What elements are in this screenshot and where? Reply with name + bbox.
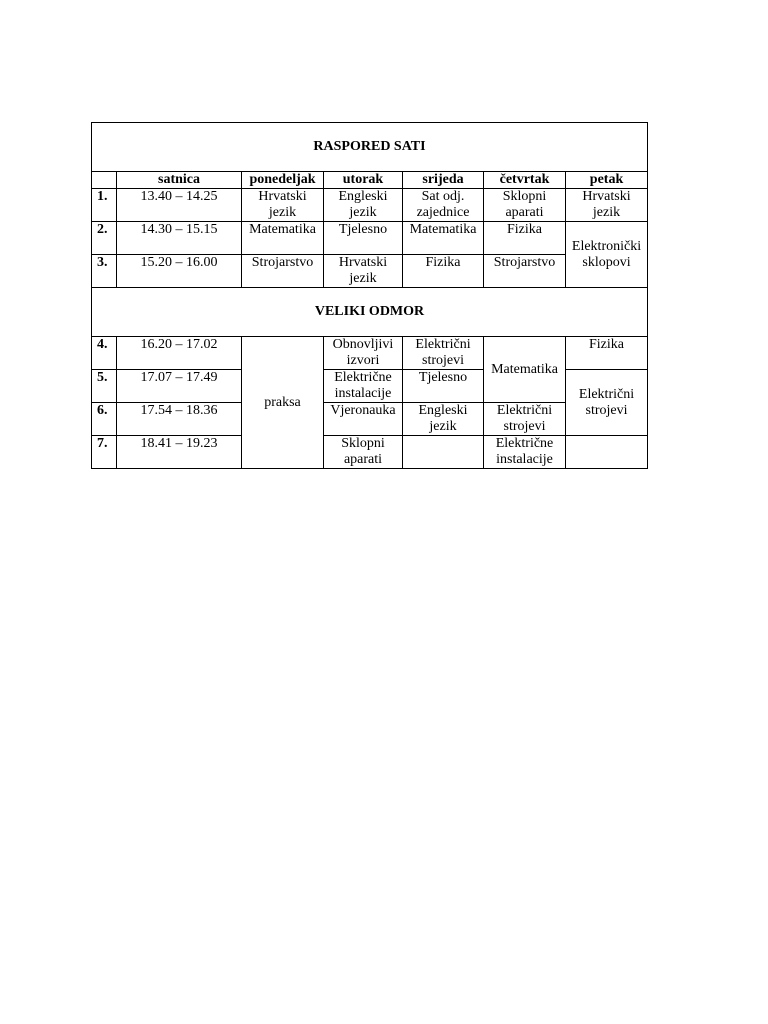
cell-friday <box>566 436 648 469</box>
table-row <box>92 337 648 370</box>
header-cell-friday: petak <box>566 172 648 189</box>
schedule-table <box>91 122 648 469</box>
cell-thursday: Strojarstvo <box>484 255 566 288</box>
cell-friday: Fizika <box>566 337 648 370</box>
header-cell-tuesday: utorak <box>324 172 403 189</box>
cell-wednesday <box>403 436 484 469</box>
header-cell-wednesday: srijeda <box>403 172 484 189</box>
table-row <box>92 403 648 436</box>
break-label: VELIKI ODMOR <box>92 288 648 337</box>
cell-thursday: Električni strojevi <box>484 403 566 436</box>
cell-monday: Matematika <box>242 222 324 255</box>
cell-wednesday: Tjelesno <box>403 370 484 403</box>
period-number: 2. <box>92 222 117 255</box>
table-row <box>92 189 648 222</box>
schedule-title: RASPORED SATI <box>92 123 648 172</box>
cell-tuesday: Električne instalacije <box>324 370 403 403</box>
cell-friday: Elektronički sklopovi <box>566 222 648 288</box>
cell-monday: praksa <box>242 337 324 469</box>
cell-wednesday: Fizika <box>403 255 484 288</box>
cell-tuesday: Vjeronauka <box>324 403 403 436</box>
cell-wednesday: Električni strojevi <box>403 337 484 370</box>
period-number: 5. <box>92 370 117 403</box>
period-time: 17.54 – 18.36 <box>117 403 242 436</box>
period-number: 1. <box>92 189 117 222</box>
cell-monday: Hrvatski jezik <box>242 189 324 222</box>
period-time: 17.07 – 17.49 <box>117 370 242 403</box>
header-cell-thursday: četvrtak <box>484 172 566 189</box>
header-cell-monday: ponedeljak <box>242 172 324 189</box>
cell-tuesday: Obnovljivi izvori <box>324 337 403 370</box>
table-row <box>92 222 648 255</box>
period-number: 4. <box>92 337 117 370</box>
cell-friday: Električni strojevi <box>566 370 648 436</box>
cell-thursday: Sklopni aparati <box>484 189 566 222</box>
header-row <box>92 172 648 189</box>
period-time: 15.20 – 16.00 <box>117 255 242 288</box>
table-row <box>92 436 648 469</box>
cell-tuesday: Sklopni aparati <box>324 436 403 469</box>
cell-tuesday: Engleski jezik <box>324 189 403 222</box>
cell-thursday: Fizika <box>484 222 566 255</box>
cell-tuesday: Hrvatski jezik <box>324 255 403 288</box>
cell-friday: Hrvatski jezik <box>566 189 648 222</box>
header-cell-number <box>92 172 117 189</box>
period-time: 14.30 – 15.15 <box>117 222 242 255</box>
cell-monday: Strojarstvo <box>242 255 324 288</box>
period-time: 16.20 – 17.02 <box>117 337 242 370</box>
cell-wednesday: Engleski jezik <box>403 403 484 436</box>
period-number: 7. <box>92 436 117 469</box>
cell-wednesday: Sat odj. zajednice <box>403 189 484 222</box>
header-cell-time: satnica <box>117 172 242 189</box>
period-number: 6. <box>92 403 117 436</box>
cell-wednesday: Matematika <box>403 222 484 255</box>
cell-thursday: Matematika <box>484 337 566 403</box>
period-time: 18.41 – 19.23 <box>117 436 242 469</box>
period-time: 13.40 – 14.25 <box>117 189 242 222</box>
cell-tuesday: Tjelesno <box>324 222 403 255</box>
table-row <box>92 255 648 288</box>
period-number: 3. <box>92 255 117 288</box>
cell-thursday: Električne instalacije <box>484 436 566 469</box>
